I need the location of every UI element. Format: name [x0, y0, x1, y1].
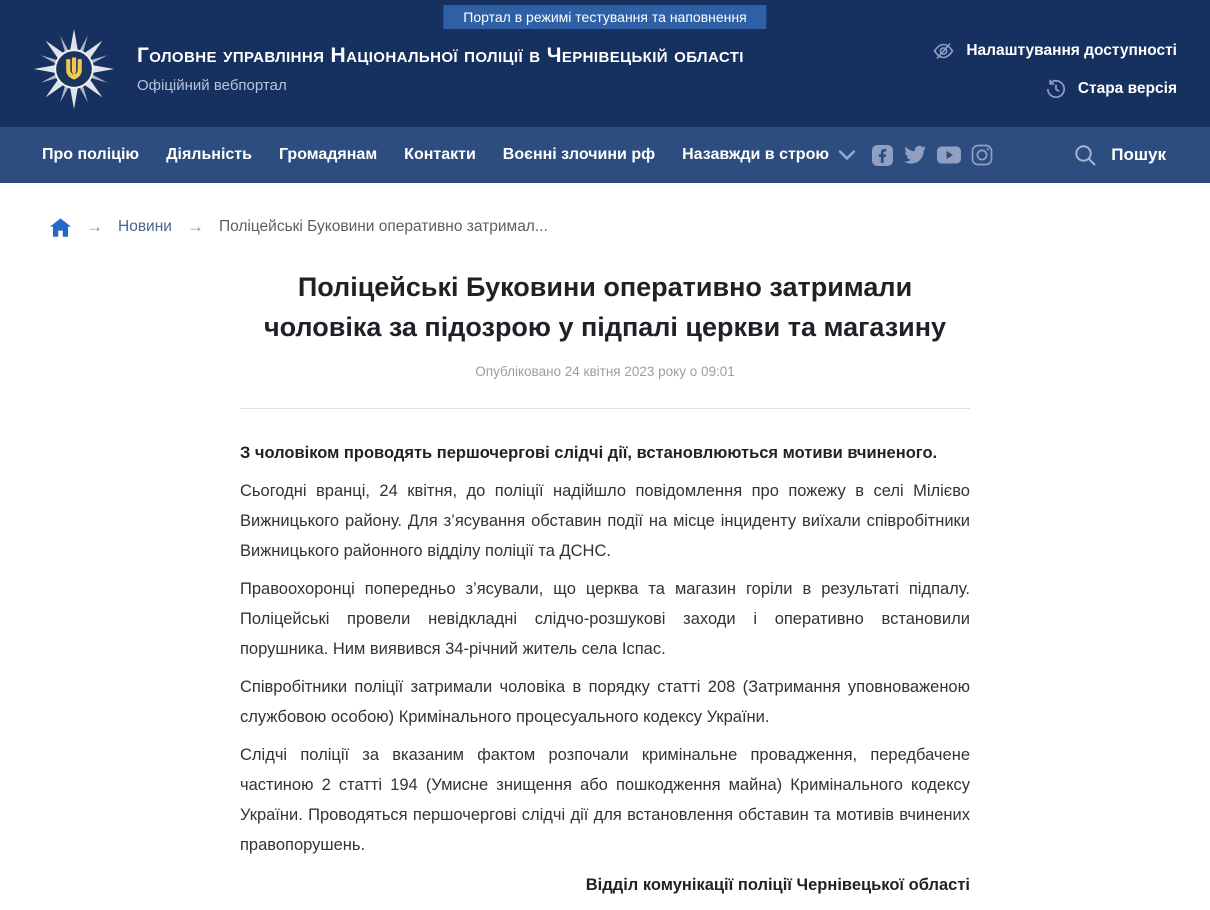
old-version-label: Стара версія [1077, 79, 1177, 97]
search-label: Пошук [1111, 145, 1166, 164]
chevron-down-icon[interactable] [837, 147, 857, 163]
eye-off-icon [932, 40, 955, 62]
article-paragraph: Правоохоронці попередньо з’ясували, що церква та магазин горіли в результаті підпалу. Поліцейські провели невідкладні слідчо-розшукові заходи і оперативно встановили порушника. Ним виявився 34-річний житель села Іспас. [240, 580, 970, 658]
breadcrumb-arrow-icon: → [86, 217, 103, 236]
nav-item-war-crimes[interactable]: Воєнні злочини рф [502, 146, 656, 163]
article-paragraph: Сьогодні вранці, 24 квітня, до поліції надійшло повідомлення про пожежу в селі Мілієво Вижницького району. Для з’ясування обставин події на місце інциденту виїхали співробітники Вижницького районного відділу поліції та ДСНС. [240, 482, 970, 560]
nav-right [837, 143, 1166, 168]
nav-item-forever-in-ranks[interactable]: Назавжди в строю [682, 146, 830, 163]
history-icon [1045, 78, 1067, 100]
site-subtitle: Офіційний вебпортал [137, 76, 287, 94]
search-button[interactable] [1073, 143, 1166, 168]
site-header [0, 0, 1210, 127]
old-version-button[interactable] [1045, 78, 1177, 100]
search-icon [1073, 143, 1098, 168]
police-badge-logo[interactable] [33, 28, 115, 110]
article-paragraph: Слідчі поліції за вказаним фактом розпочали кримінальне провадження, передбачене частиною 2 статті 194 (Умисне знищення або пошкодження майна) Кримінального кодексу України. Проводяться першочергові слідчі дії для встановлення обставин та мотивів вчинених правопорушень. [240, 746, 970, 854]
breadcrumb [50, 217, 1210, 237]
article [240, 267, 970, 900]
nav-items [42, 146, 829, 164]
breadcrumb-current-page: Поліцейські Буковини оперативно затримал... [218, 218, 548, 235]
nav-item-about-police[interactable]: Про поліцію [42, 146, 140, 163]
article-lead-paragraph: З чоловіком проводять першочергові слідчі дії, встановлюються мотиви вчиненого. [240, 444, 938, 462]
article-attribution: Відділ комунікації поліції Чернівецької області [585, 876, 970, 894]
test-mode-banner: Портал в режимі тестування та наповнення [443, 5, 766, 29]
article-published-date: Опубліковано 24 квітня 2023 року о 09:01 [475, 364, 735, 379]
article-title: Поліцейські Буковини оперативно затримали чоловіка за підозрою у підпалі церкви та магазину [263, 272, 947, 342]
header-titles [137, 44, 744, 94]
instagram-icon[interactable] [971, 144, 993, 166]
article-body [240, 438, 970, 900]
youtube-icon[interactable] [936, 145, 962, 165]
accessibility-settings-label: Налаштування доступності [966, 41, 1177, 59]
divider [240, 408, 970, 409]
header-links [932, 38, 1177, 100]
accessibility-settings-button[interactable] [932, 40, 1177, 62]
breadcrumb-arrow-icon: → [186, 217, 204, 236]
site-title[interactable]: Головне управління Національної поліції в Чернівецькій області [137, 43, 744, 67]
nav-item-contacts[interactable]: Контакти [404, 146, 476, 163]
facebook-icon[interactable] [871, 144, 894, 167]
police-star-icon [33, 28, 115, 110]
home-icon[interactable] [50, 218, 71, 237]
nav-item-activity[interactable]: Діяльність [166, 146, 252, 163]
breadcrumb-news-link[interactable]: Новини [118, 218, 172, 235]
twitter-icon[interactable] [903, 144, 927, 166]
main-nav [0, 127, 1210, 183]
article-paragraph: Співробітники поліції затримали чоловіка в порядку статті 208 (Затримання уповноваженою службовою особою) Кримінального процесуального кодексу України. [240, 678, 970, 726]
social-links [871, 144, 993, 167]
nav-item-citizens[interactable]: Громадянам [278, 146, 378, 163]
